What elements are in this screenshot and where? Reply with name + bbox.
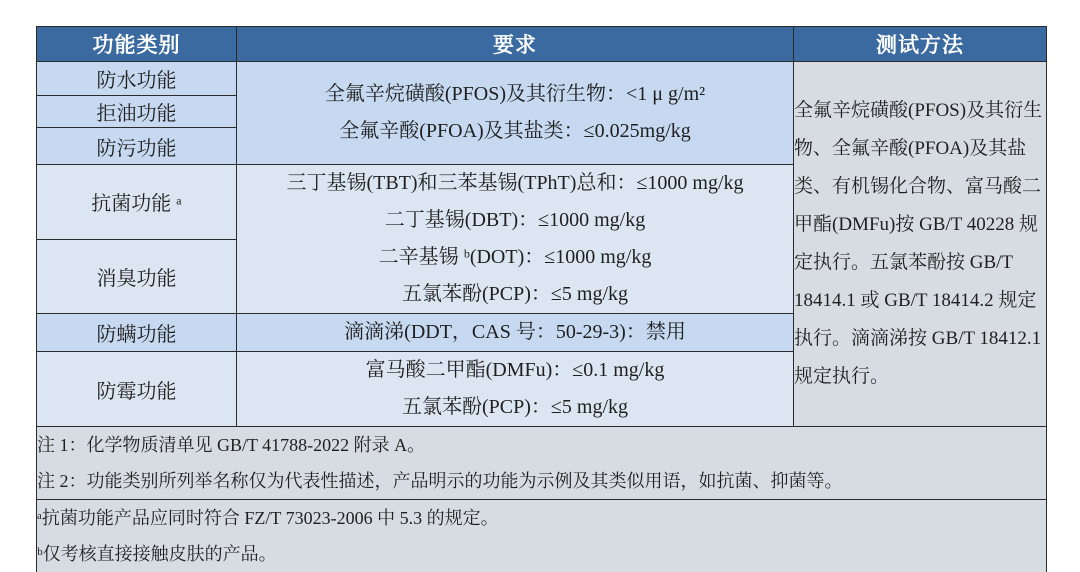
requirement-cell-organotin	[237, 165, 794, 314]
category-cell-antibacterial: 抗菌功能 ᵃ	[37, 165, 237, 240]
header-cell-test-method: 测试方法	[794, 27, 1047, 62]
table-row	[37, 62, 1047, 96]
category-cell-anti-fouling: 防污功能	[37, 128, 237, 165]
requirement-cell-pfos	[237, 62, 794, 165]
requirement-line-tbt-tpht: 三丁基锡(TBT)和三苯基锡(TPhT)总和：≤1000 mg/kg	[286, 172, 744, 194]
requirement-line-pcp: 五氯苯酚(PCP)：≤5 mg/kg	[402, 283, 628, 305]
test-method-cell	[794, 62, 1047, 427]
requirement-line-ddt: 滴滴涕(DDT，CAS 号：50-29-3)：禁用	[344, 321, 686, 343]
table-notes-row	[37, 427, 1047, 500]
header-cell-requirement: 要求	[237, 27, 794, 62]
test-method-text: 全氟辛烷磺酸(PFOS)及其衍生物、全氟辛酸(PFOA)及其盐类、有机锡化合物、富马酸二甲酯(DMFu)按 GB/T 40228 规定执行。五氯苯酚按 GB/T 18414.1 或 GB/T 18414.2 规定执行。滴滴涕按 GB/T 18412.1 规定执行。	[794, 100, 1043, 387]
requirement-line-pcp2: 五氯苯酚(PCP)：≤5 mg/kg	[402, 396, 628, 418]
requirement-line-pfoa: 全氟辛酸(PFOA)及其盐类：≤0.025mg/kg	[339, 120, 691, 142]
table-header-row	[37, 27, 1047, 62]
footnote-b: ᵇ仅考核直接接触皮肤的产品。	[37, 544, 277, 564]
category-cell-anti-mite: 防螨功能	[37, 314, 237, 352]
requirement-line-dot: 二辛基锡 ᵇ(DOT)：≤1000 mg/kg	[378, 246, 652, 268]
table-footnotes-row	[37, 500, 1047, 572]
requirement-cell-dmfu	[237, 352, 794, 427]
requirement-line-pfos: 全氟辛烷磺酸(PFOS)及其衍生物：<1 μ g/m²	[324, 83, 706, 105]
category-cell-oil-repellent: 拒油功能	[37, 96, 237, 128]
notes-cell	[37, 427, 1047, 500]
footnote-a: ᵃ抗菌功能产品应同时符合 FZ/T 73023-2006 中 5.3 的规定。	[37, 508, 499, 528]
functional-requirements-table	[36, 26, 1047, 572]
category-cell-anti-mold: 防霉功能	[37, 352, 237, 427]
note-2: 注 2：功能类别所列举名称仅为代表性描述，产品明示的功能为示例及其类似用语，如抗菌、抑菌等。	[37, 471, 843, 491]
footnotes-cell	[37, 500, 1047, 572]
requirement-line-dmfu: 富马酸二甲酯(DMFu)：≤0.1 mg/kg	[365, 359, 665, 381]
category-cell-deodorant: 消臭功能	[37, 239, 237, 314]
header-cell-function-category: 功能类别	[37, 27, 237, 62]
requirement-cell-ddt	[237, 314, 794, 352]
note-1: 注 1：化学物质清单见 GB/T 41788-2022 附录 A。	[37, 435, 426, 455]
category-cell-waterproof: 防水功能	[37, 62, 237, 96]
requirement-line-dbt: 二丁基锡(DBT)：≤1000 mg/kg	[384, 209, 646, 231]
